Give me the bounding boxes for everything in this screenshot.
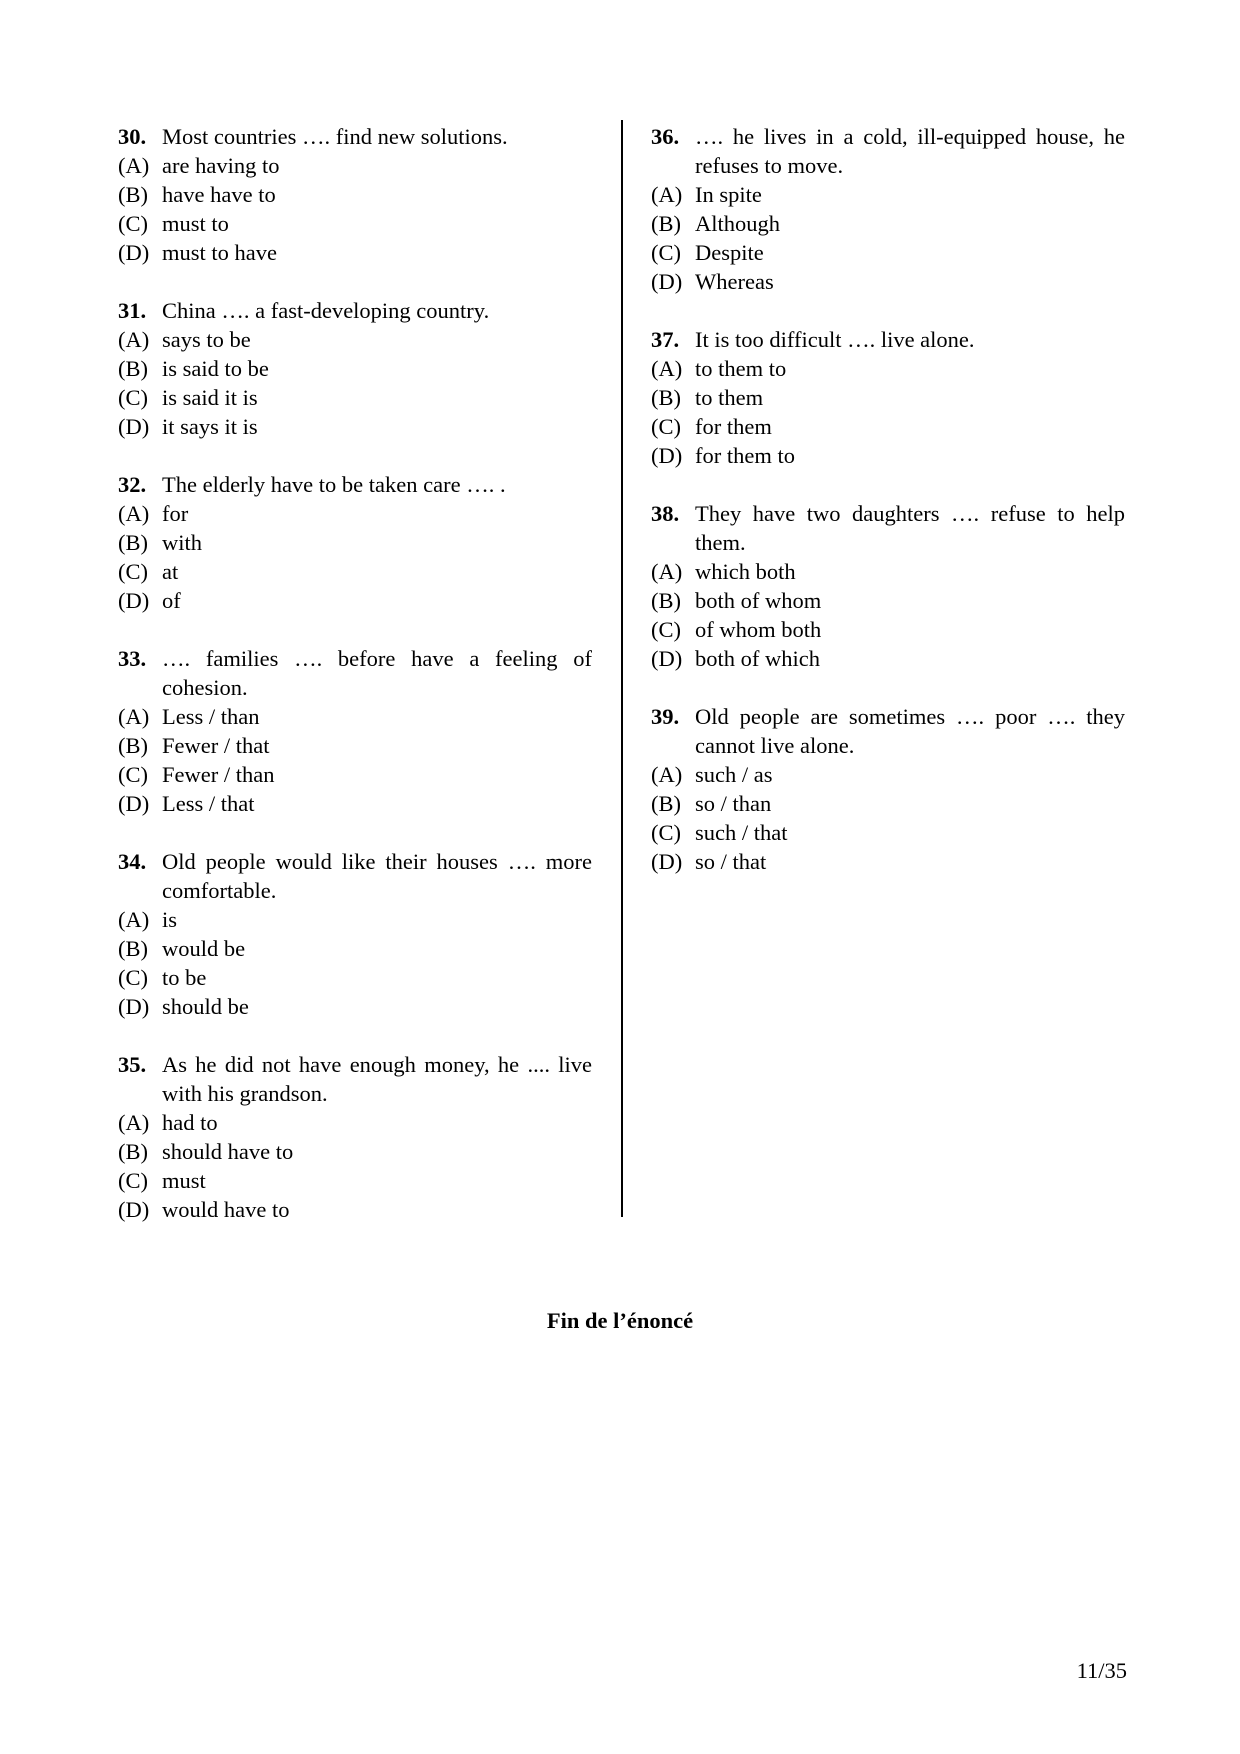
answer-option: [651, 441, 1125, 470]
option-letter: (C): [118, 559, 148, 584]
option-text: have have to: [162, 182, 276, 207]
option-letter: (C): [651, 240, 681, 265]
end-of-statement-title: Fin de l’énoncé: [546, 1308, 694, 1333]
option-text: which both: [695, 559, 796, 584]
option-letter: (B): [651, 211, 681, 236]
answer-option: [651, 354, 1125, 383]
option-text: for them: [695, 414, 772, 439]
option-letter: (C): [118, 385, 148, 410]
option-letter: (A): [651, 762, 683, 787]
answer-option: [651, 209, 1125, 238]
option-letter: (A): [118, 501, 150, 526]
answer-option: [651, 760, 1125, 789]
question-stem: [651, 702, 1125, 760]
option-letter: (D): [118, 240, 150, 265]
question-37: [651, 325, 1125, 470]
option-letter: (D): [118, 588, 150, 613]
answer-option: [651, 586, 1125, 615]
option-letter: (B): [118, 356, 148, 381]
option-text: both of whom: [695, 588, 822, 613]
option-text: for: [162, 501, 189, 526]
answer-option: [118, 499, 592, 528]
answer-option: [651, 383, 1125, 412]
answer-option: [118, 238, 592, 267]
question-stem: [118, 122, 592, 151]
answer-option: [118, 528, 592, 557]
option-letter: (D): [651, 646, 683, 671]
option-letter: (C): [118, 965, 148, 990]
option-text: Despite: [695, 240, 764, 265]
option-text: to them to: [695, 356, 787, 381]
question-text: Old people are sometimes …. poor …. they cannot live alone.: [695, 704, 1125, 758]
answer-option: [118, 905, 592, 934]
option-text: such / as: [695, 762, 773, 787]
question-number: 36.: [651, 124, 680, 149]
option-text: is said to be: [162, 356, 269, 381]
option-letter: (B): [118, 936, 148, 961]
option-letter: (C): [651, 414, 681, 439]
option-text: Whereas: [695, 269, 774, 294]
answer-option: [118, 354, 592, 383]
answer-option: [118, 151, 592, 180]
option-text: Fewer / that: [162, 733, 270, 758]
answer-option: [118, 1166, 592, 1195]
answer-option: [118, 209, 592, 238]
question-35: [118, 1050, 592, 1224]
option-letter: (B): [118, 182, 148, 207]
option-text: should be: [162, 994, 249, 1019]
option-text: should have to: [162, 1139, 294, 1164]
question-33: [118, 644, 592, 818]
option-text: of whom both: [695, 617, 822, 642]
option-letter: (B): [118, 530, 148, 555]
option-letter: (A): [651, 356, 683, 381]
option-text: would be: [162, 936, 246, 961]
option-text: so / than: [695, 791, 772, 816]
answer-option: [118, 992, 592, 1021]
option-text: Fewer / than: [162, 762, 275, 787]
question-text: They have two daughters …. refuse to help them.: [695, 501, 1125, 555]
option-letter: (D): [651, 269, 683, 294]
answer-option: [118, 557, 592, 586]
option-text: would have to: [162, 1197, 290, 1222]
option-text: both of which: [695, 646, 820, 671]
answer-option: [651, 847, 1125, 876]
question-34: [118, 847, 592, 1021]
question-30: [118, 122, 592, 267]
question-number: 34.: [118, 849, 147, 874]
right-column: [651, 122, 1125, 905]
answer-option: [118, 963, 592, 992]
option-text: Although: [695, 211, 781, 236]
question-31: [118, 296, 592, 441]
option-letter: (A): [651, 182, 683, 207]
option-letter: (C): [118, 762, 148, 787]
question-text: Old people would like their houses …. more comfortable.: [162, 849, 592, 903]
question-stem: [118, 296, 592, 325]
question-stem: [118, 1050, 592, 1108]
question-text: The elderly have to be taken care …. .: [162, 472, 506, 497]
option-letter: (D): [118, 414, 150, 439]
question-number: 35.: [118, 1052, 147, 1077]
option-letter: (B): [118, 1139, 148, 1164]
option-text: with: [162, 530, 203, 555]
question-text: …. he lives in a cold, ill-equipped house, he refuses to move.: [695, 124, 1125, 178]
question-text: It is too difficult …. live alone.: [695, 327, 975, 352]
question-text: As he did not have enough money, he .... live with his grandson.: [162, 1052, 592, 1106]
question-39: [651, 702, 1125, 876]
question-stem: [118, 644, 592, 702]
question-38: [651, 499, 1125, 673]
answer-option: [118, 789, 592, 818]
option-letter: (A): [118, 327, 150, 352]
option-text: is: [162, 907, 178, 932]
option-letter: (A): [118, 153, 150, 178]
option-letter: (B): [118, 733, 148, 758]
column-divider: [621, 120, 623, 1217]
answer-option: [651, 238, 1125, 267]
question-number: 32.: [118, 472, 147, 497]
answer-option: [118, 760, 592, 789]
option-text: must to: [162, 211, 229, 236]
option-letter: (A): [118, 704, 150, 729]
option-letter: (D): [118, 1197, 150, 1222]
question-number: 30.: [118, 124, 147, 149]
question-number: 37.: [651, 327, 680, 352]
answer-option: [118, 702, 592, 731]
option-text: at: [162, 559, 179, 584]
answer-option: [118, 412, 592, 441]
answer-option: [651, 818, 1125, 847]
question-stem: [651, 325, 1125, 354]
answer-option: [118, 383, 592, 412]
option-letter: (C): [651, 617, 681, 642]
question-text: China …. a fast-developing country.: [162, 298, 490, 323]
answer-option: [651, 789, 1125, 818]
answer-option: [118, 934, 592, 963]
question-number: 39.: [651, 704, 680, 729]
answer-option: [118, 325, 592, 354]
option-text: such / that: [695, 820, 788, 845]
option-text: Less / than: [162, 704, 260, 729]
question-text: Most countries …. find new solutions.: [162, 124, 508, 149]
answer-option: [118, 586, 592, 615]
question-32: [118, 470, 592, 615]
option-text: must: [162, 1168, 206, 1193]
answer-option: [651, 180, 1125, 209]
question-stem: [651, 122, 1125, 180]
option-text: had to: [162, 1110, 218, 1135]
option-letter: (C): [118, 1168, 148, 1193]
answer-option: [118, 1108, 592, 1137]
answer-option: [118, 1195, 592, 1224]
option-text: are having to: [162, 153, 280, 178]
option-letter: (A): [118, 1110, 150, 1135]
option-text: In spite: [695, 182, 762, 207]
option-text: for them to: [695, 443, 795, 468]
question-stem: [651, 499, 1125, 557]
question-number: 31.: [118, 298, 147, 323]
option-letter: (B): [651, 791, 681, 816]
answer-option: [651, 412, 1125, 441]
page-number: 11/35: [1076, 1658, 1127, 1683]
question-text: …. families …. before have a feeling of cohesion.: [162, 646, 592, 700]
option-text: Less / that: [162, 791, 255, 816]
option-text: of: [162, 588, 181, 613]
question-stem: [118, 847, 592, 905]
option-letter: (A): [651, 559, 683, 584]
option-letter: (B): [651, 588, 681, 613]
option-letter: (D): [118, 994, 150, 1019]
left-column: [118, 122, 592, 1253]
option-text: is said it is: [162, 385, 258, 410]
question-36: [651, 122, 1125, 296]
option-letter: (C): [651, 820, 681, 845]
option-letter: (B): [651, 385, 681, 410]
answer-option: [651, 267, 1125, 296]
option-text: so / that: [695, 849, 767, 874]
option-letter: (D): [651, 443, 683, 468]
answer-option: [651, 644, 1125, 673]
option-letter: (A): [118, 907, 150, 932]
answer-option: [651, 557, 1125, 586]
answer-option: [118, 180, 592, 209]
option-letter: (C): [118, 211, 148, 236]
option-text: says to be: [162, 327, 251, 352]
option-text: it says it is: [162, 414, 258, 439]
option-text: must to have: [162, 240, 277, 265]
option-text: to them: [695, 385, 764, 410]
option-letter: (D): [118, 791, 150, 816]
answer-option: [118, 731, 592, 760]
answer-option: [118, 1137, 592, 1166]
question-number: 38.: [651, 501, 680, 526]
option-letter: (D): [651, 849, 683, 874]
question-stem: [118, 470, 592, 499]
option-text: to be: [162, 965, 207, 990]
question-number: 33.: [118, 646, 147, 671]
answer-option: [651, 615, 1125, 644]
